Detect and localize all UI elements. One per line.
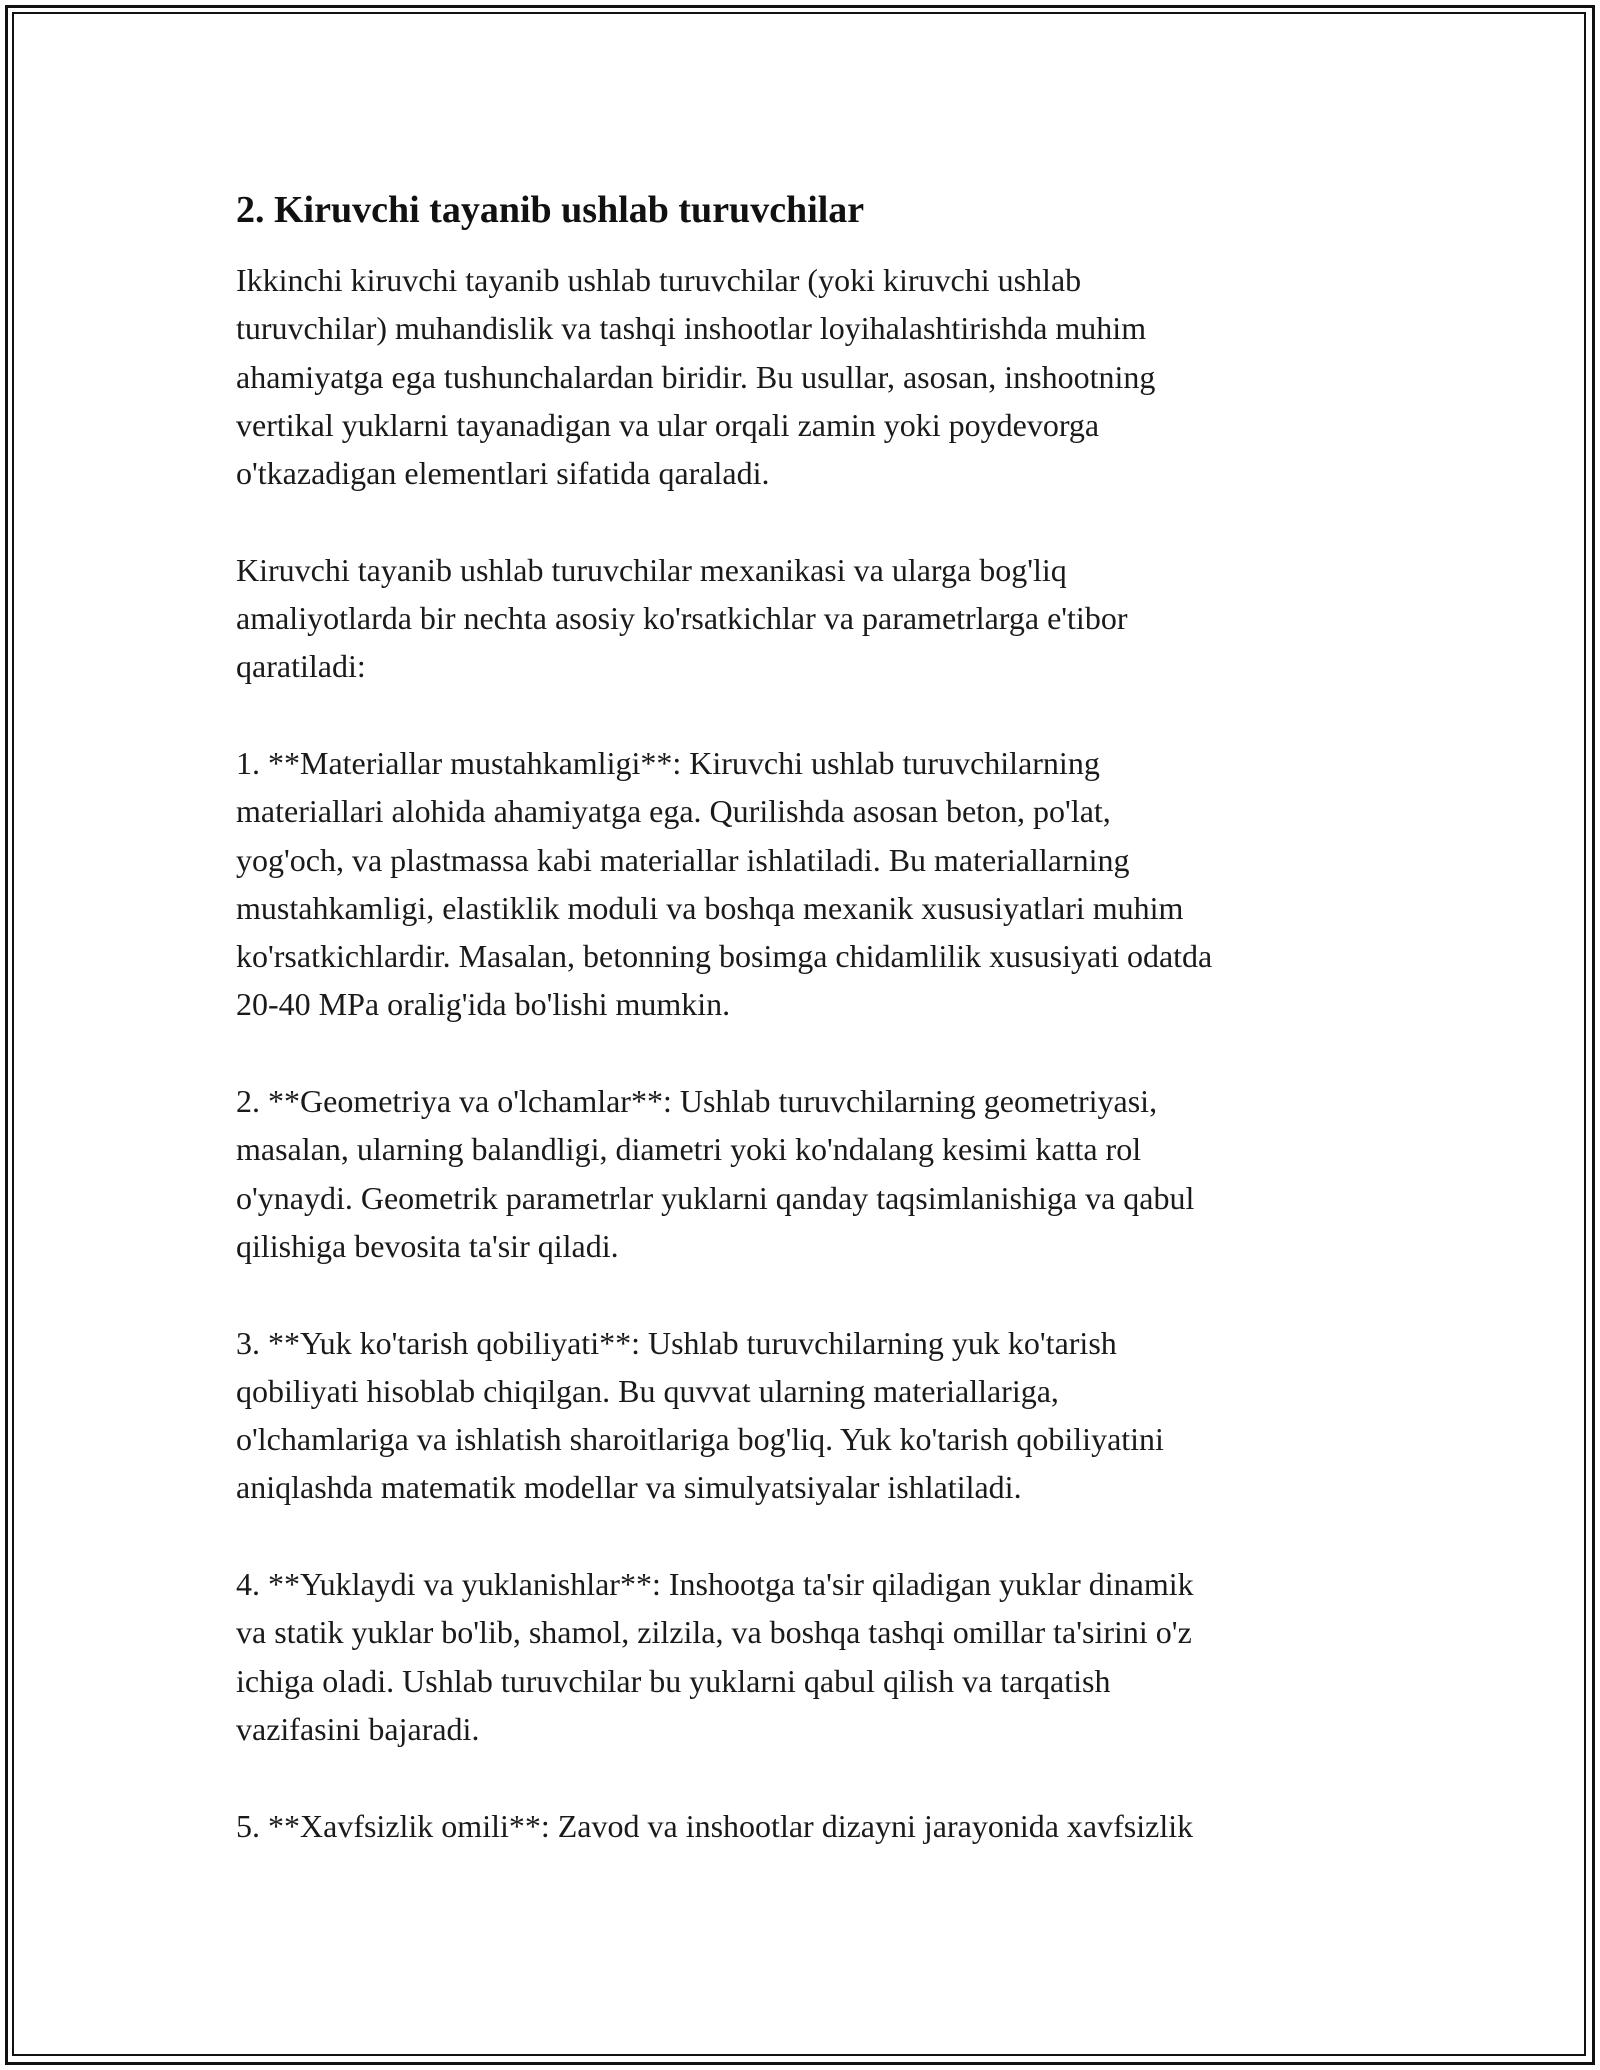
document-body bbox=[236, 186, 1376, 1850]
parameters-intro-paragraph: Kiruvchi tayanib ushlab turuvchilar mexanikasi va ularga bog'liq amaliyotlarda bir nechta asosiy ko'rsatkichlar va parametrlarga e'tibor qaratiladi: bbox=[236, 551, 1128, 685]
list-item-load-capacity: 3. **Yuk ko'tarish qobiliyati**: Ushlab turuvchilarning yuk ko'tarish qobiliyati hisoblab chiqilgan. Bu quvvat ularning materiallariga, o'lchamlariga va ishlatish sharoitlariga bog'liq. Yuk ko'tarish qobiliyatini aniqlashda matematik modellar va simulyatsiyalar ishlatiladi. bbox=[236, 1324, 1164, 1506]
intro-paragraph: Ikkinchi kiruvchi tayanib ushlab turuvchilar (yoki kiruvchi ushlab turuvchilar) muhandislik va tashqi inshootlar loyihalashtirishda muhim ahamiyatga ega tushunchalardan biridir. Bu usullar, asosan, inshootning vertikal yuklarni tayanadigan va ular orqali zamin yoki poydevorga o'tkazadigan elementlari sifatida qaraladi. bbox=[236, 262, 1156, 492]
list-item-material-strength: 1. **Materiallar mustahkamligi**: Kiruvchi ushlab turuvchilarning materiallari alohida ahamiyatga ega. Qurilishda asosan beton, po'lat, yog'och, va plastmassa kabi materiallar ishlatiladi. Bu materiallarning mustahkamligi, elastiklik moduli va boshqa mexanik xususiyatlari muhim ko'rsatkichlardir. Masalan, betonning bosimga chidamlilik xususiyati odatda 20-40 MPa oralig'ida bo'lishi mumkin. bbox=[236, 744, 1213, 1023]
list-item-loads: 4. **Yuklaydi va yuklanishlar**: Inshootga ta'sir qiladigan yuklar dinamik va statik yuklar bo'lib, shamol, zilzila, va boshqa tashqi omillar ta'sirini o'z ichiga oladi. Ushlab turuvchilar bu yuklarni qabul qilish va tarqatish vazifasini bajaradi. bbox=[236, 1566, 1194, 1747]
list-item-geometry: 2. **Geometriya va o'lchamlar**: Ushlab turuvchilarning geometriyasi, masalan, ularning balandligi, diametri yoki ko'ndalang kesimi katta rol o'ynaydi. Geometrik parametrlar yuklarni qanday taqsimlanishiga va qabul qilishiga bevosita ta'sir qiladi. bbox=[236, 1083, 1195, 1264]
list-item-safety-factor: 5. **Xavfsizlik omili**: Zavod va inshootlar dizayni jarayonida xavfsizlik bbox=[236, 1807, 1194, 1844]
section-heading: 2. Kiruvchi tayanib ushlab turuvchilar bbox=[236, 189, 865, 231]
